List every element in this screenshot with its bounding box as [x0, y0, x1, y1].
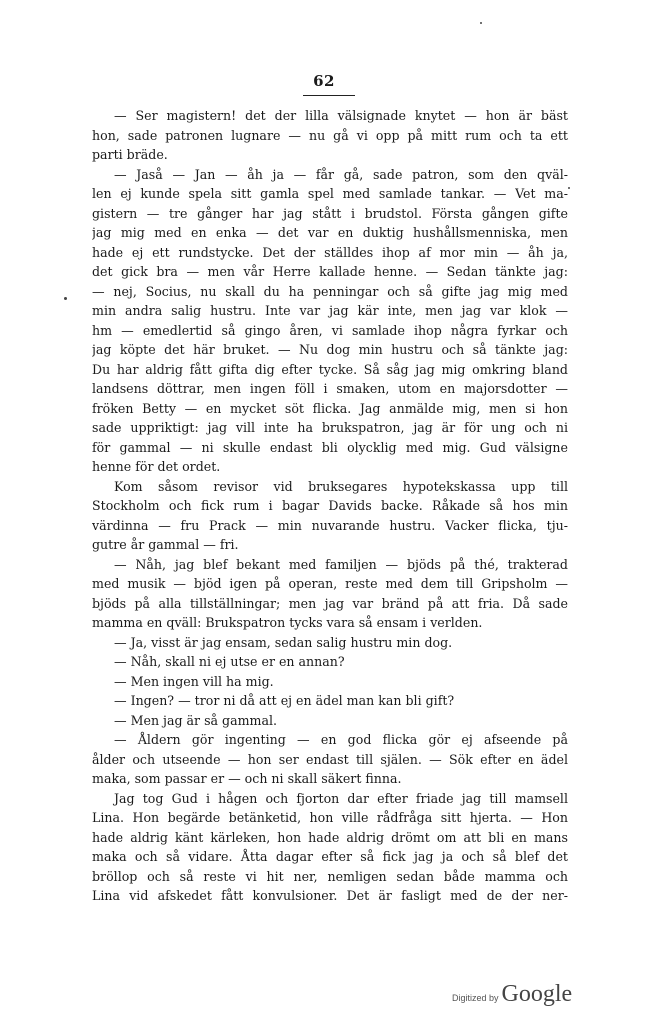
- text-line: jag mig med en enka — det var en duktig hushållsmenniska, men: [92, 225, 568, 240]
- text-line: gutre år gammal — fri.: [92, 537, 239, 552]
- text-line: bröllop och så reste vi hit ner, nemligen sedan både mamma och: [92, 868, 568, 884]
- text-line: — Nåh, jag blef bekant med familjen — bjöds på thé, trakterad: [114, 556, 568, 572]
- text-line: — Nåh, skall ni ej utse er en annan?: [114, 654, 345, 669]
- margin-speck: [480, 22, 482, 24]
- text-line: — Jaså — Jan — åh ja — får gå, sade patron, som den qväl-: [114, 166, 568, 182]
- text-line: fröken Betty — en mycket söt flicka. Jag anmälde mig, men si hon: [92, 400, 568, 416]
- text-line: — Åldern gör ingenting — en god flicka gör ej afseende på: [114, 732, 568, 747]
- text-line: värdinna — fru Prack — min nuvarande hustru. Vacker flicka, tju-: [92, 517, 568, 533]
- text-line: det gick bra — men vår Herre kallade henne. — Sedan tänkte jag:: [92, 264, 568, 279]
- text-line: jag köpte det här bruket. — Nu dog min hustru och så tänkte jag:: [92, 342, 568, 357]
- text-line: sade uppriktigt: jag vill inte ha brukspatron, jag är för ung och ni: [92, 420, 568, 435]
- text-line: Stockholm och fick rum i bagar Davids backe. Råkade så hos min: [92, 498, 568, 513]
- text-line: — nej, Socius, nu skall du ha penningar och så gifte jag mig med: [92, 283, 568, 299]
- text-line: — Men ingen vill ha mig.: [114, 673, 274, 689]
- text-line: maka, som passar er — och ni skall säkert finna.: [92, 771, 402, 786]
- text-line: hon, sade patronen lugnare — nu gå vi opp på mitt rum och ta ett: [92, 127, 568, 143]
- text-line: hm — emedlertid så gingo åren, vi samlade ihop några fyrkar och: [92, 322, 568, 338]
- text-line: maka och så vidare. Åtta dagar efter så fick jag ja och så blef det: [92, 849, 568, 864]
- digitized-by-google-watermark: [452, 981, 602, 1015]
- text-line: gistern — tre gånger har jag stått i brudstol. Första gången gifte: [92, 205, 568, 221]
- header-rule: [303, 95, 355, 96]
- text-line: landsens döttrar, men ingen föll i smaken, utom en majorsdotter —: [92, 381, 568, 396]
- page-number: 62: [313, 72, 335, 90]
- text-line: len ej kunde spela sitt gamla spel med samlade tankar. — Vet ma-: [92, 186, 568, 201]
- text-line: ålder och utseende — hon ser endast till själen. — Sök efter en ädel: [92, 751, 568, 767]
- text-line: mamma en qväll: Brukspatron tycks vara så ensam i verlden.: [92, 615, 483, 630]
- text-line: hade ej ett rundstycke. Det der ställdes ihop af mor min — åh ja,: [92, 244, 568, 260]
- text-line: Kom såsom revisor vid bruksegares hypotekskassa upp till: [114, 478, 568, 494]
- body-text: [92, 106, 568, 906]
- text-line: — Men jag är så gammal.: [114, 712, 278, 728]
- text-line: Lina vid afskedet fått konvulsioner. Det är fasligt med de der ner-: [92, 888, 568, 903]
- margin-speck: [64, 297, 67, 300]
- text-line: Du har aldrig fått gifta dig efter tycke. Så såg jag mig omkring bland: [92, 361, 568, 377]
- watermark-prefix: Digitized by: [452, 993, 499, 1003]
- google-logo: Google: [501, 981, 573, 1007]
- text-line: — Ja, visst är jag ensam, sedan salig hustru min dog.: [114, 634, 453, 650]
- text-line: för gammal — ni skulle endast bli olycklig med mig. Gud välsigne: [92, 439, 568, 455]
- margin-speck: [568, 187, 570, 189]
- text-line: — Ingen? — tror ni då att ej en ädel man kan bli gift?: [114, 693, 455, 708]
- text-line: parti bräde.: [92, 147, 168, 162]
- text-line: bjöds på alla tillställningar; men jag var bränd på att fria. Då sade: [92, 595, 568, 611]
- text-line: — Ser magistern! det der lilla välsignade knytet — hon är bäst: [114, 108, 568, 123]
- text-line: hade aldrig känt kärleken, hon hade aldrig drömt om att bli en mans: [92, 829, 568, 845]
- text-line: henne för det ordet.: [92, 459, 221, 474]
- text-line: Jag tog Gud i hågen och fjorton dar efter friade jag till mamsell: [114, 790, 568, 806]
- text-line: med musik — bjöd igen på operan, reste med dem till Gripsholm —: [92, 576, 568, 591]
- text-line: Lina. Hon begärde betänketid, hon ville rådfråga sitt hjerta. — Hon: [92, 810, 568, 825]
- text-line: min andra salig hustru. Inte var jag kär inte, men jag var klok —: [92, 303, 568, 318]
